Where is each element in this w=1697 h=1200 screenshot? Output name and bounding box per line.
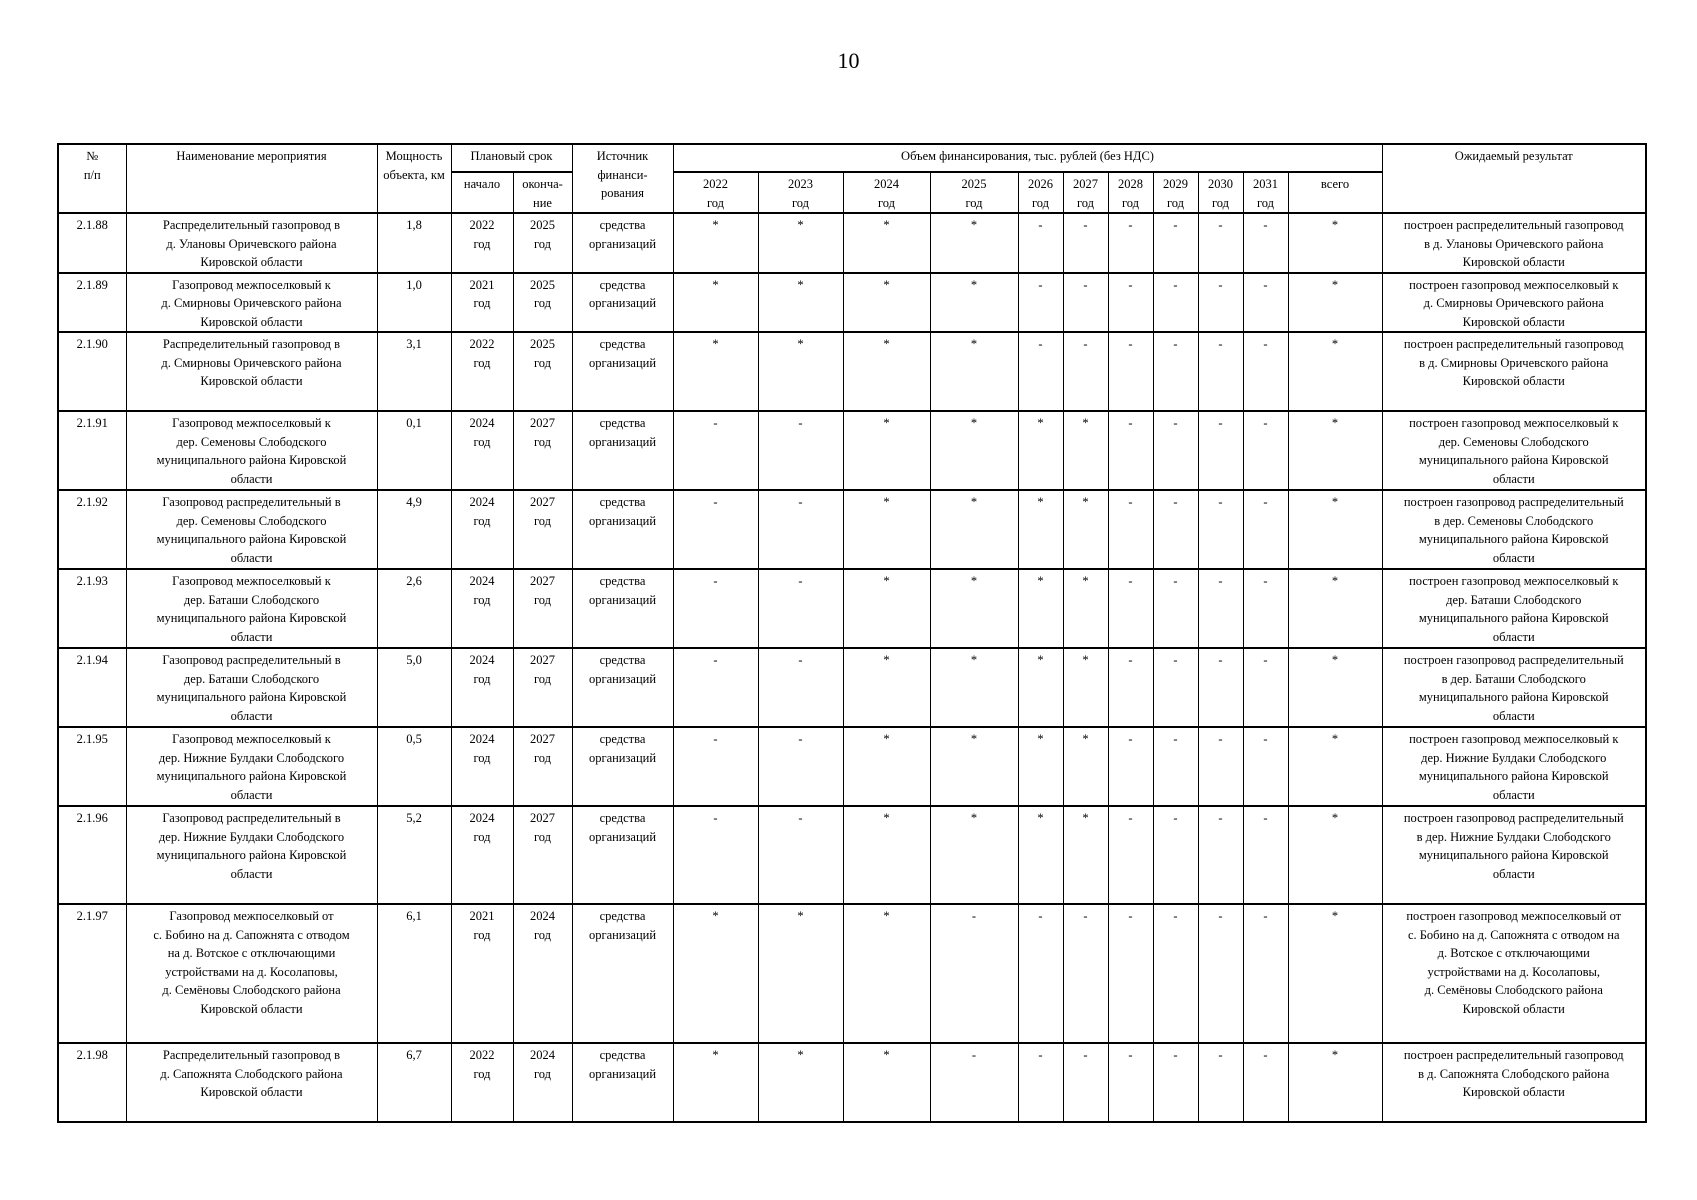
row-name: Распределительный газопровод в д. Улановы Оричевского района Кировской области <box>126 213 377 273</box>
row-result: построен газопровод распределительный в дер. Нижние Булдаки Слободского муниципального района Кировской области <box>1382 806 1646 904</box>
row-funding-year: - <box>1018 1043 1063 1122</box>
row-funding-year: - <box>1153 904 1198 1043</box>
row-start: 2021 год <box>451 273 513 333</box>
row-start: 2024 год <box>451 490 513 569</box>
header-end: оконча- ние <box>513 172 572 213</box>
row-capacity: 0,1 <box>377 411 451 490</box>
row-funding-year: - <box>1198 273 1243 333</box>
row-funding-year: - <box>673 411 758 490</box>
row-funding-year: - <box>1243 569 1288 648</box>
row-funding-year: - <box>1153 569 1198 648</box>
row-start: 2024 год <box>451 411 513 490</box>
row-funding-year: - <box>1108 727 1153 806</box>
row-total: * <box>1288 904 1382 1043</box>
table-row <box>58 648 1646 727</box>
row-funding-year: * <box>758 1043 843 1122</box>
row-funding-year: - <box>1108 569 1153 648</box>
row-funding-year: - <box>1198 1043 1243 1122</box>
row-funding-year: - <box>1243 904 1288 1043</box>
row-end: 2027 год <box>513 648 572 727</box>
row-funding-year: * <box>673 273 758 333</box>
header-total: всего <box>1288 172 1382 213</box>
row-number: 2.1.95 <box>58 727 126 806</box>
table-row <box>58 332 1646 411</box>
row-source: средства организаций <box>572 273 673 333</box>
row-funding-year: * <box>1063 411 1108 490</box>
row-number: 2.1.93 <box>58 569 126 648</box>
row-funding-year: * <box>930 648 1018 727</box>
row-source: средства организаций <box>572 1043 673 1122</box>
table-row <box>58 806 1646 904</box>
row-funding-year: - <box>1243 806 1288 904</box>
row-funding-year: - <box>1153 806 1198 904</box>
row-end: 2027 год <box>513 727 572 806</box>
row-funding-year: - <box>758 569 843 648</box>
row-source: средства организаций <box>572 727 673 806</box>
row-name: Газопровод межпоселковый от с. Бобино на д. Сапожнята с отводом на д. Вотское с отключающими устройствами на д. Косолаповы, д. Семёновы Слободского района Кировской области <box>126 904 377 1043</box>
header-year: 2022 год <box>673 172 758 213</box>
row-funding-year: * <box>673 1043 758 1122</box>
row-capacity: 6,1 <box>377 904 451 1043</box>
row-capacity: 5,2 <box>377 806 451 904</box>
row-name: Газопровод межпоселковый к дер. Нижние Булдаки Слободского муниципального района Кировской области <box>126 727 377 806</box>
row-funding-year: * <box>930 213 1018 273</box>
table-row <box>58 1043 1646 1122</box>
row-result: построен газопровод межпоселковый к дер. Нижние Булдаки Слободского муниципального района Кировской области <box>1382 727 1646 806</box>
row-source: средства организаций <box>572 332 673 411</box>
row-number: 2.1.96 <box>58 806 126 904</box>
row-name: Газопровод распределительный в дер. Баташи Слободского муниципального района Кировской области <box>126 648 377 727</box>
row-funding-year: - <box>1108 904 1153 1043</box>
row-name: Газопровод межпоселковый к дер. Семеновы Слободского муниципального района Кировской области <box>126 411 377 490</box>
row-start: 2022 год <box>451 213 513 273</box>
header-year: 2023 год <box>758 172 843 213</box>
row-result: построен газопровод межпоселковый к д. Смирновы Оричевского района Кировской области <box>1382 273 1646 333</box>
row-end: 2027 год <box>513 569 572 648</box>
row-funding-year: - <box>1063 332 1108 411</box>
row-funding-year: - <box>1243 273 1288 333</box>
row-end: 2027 год <box>513 490 572 569</box>
row-funding-year: * <box>1018 648 1063 727</box>
row-funding-year: - <box>1018 213 1063 273</box>
row-funding-year: - <box>1018 273 1063 333</box>
row-funding-year: - <box>758 727 843 806</box>
row-funding-year: * <box>1018 569 1063 648</box>
row-funding-year: - <box>1108 273 1153 333</box>
row-name: Распределительный газопровод в д. Смирновы Оричевского района Кировской области <box>126 332 377 411</box>
row-funding-year: * <box>843 273 930 333</box>
row-funding-year: * <box>930 806 1018 904</box>
row-funding-year: - <box>1018 332 1063 411</box>
row-funding-year: * <box>758 332 843 411</box>
row-total: * <box>1288 273 1382 333</box>
row-number: 2.1.90 <box>58 332 126 411</box>
row-funding-year: * <box>673 332 758 411</box>
row-capacity: 5,0 <box>377 648 451 727</box>
row-funding-year: - <box>758 490 843 569</box>
table-row <box>58 411 1646 490</box>
row-source: средства организаций <box>572 490 673 569</box>
header-start: начало <box>451 172 513 213</box>
row-funding-year: - <box>1198 727 1243 806</box>
row-funding-year: * <box>758 213 843 273</box>
row-start: 2022 год <box>451 1043 513 1122</box>
row-start: 2024 год <box>451 648 513 727</box>
row-source: средства организаций <box>572 904 673 1043</box>
row-number: 2.1.92 <box>58 490 126 569</box>
row-funding-year: - <box>1153 213 1198 273</box>
row-funding-year: - <box>1063 1043 1108 1122</box>
row-funding-year: - <box>930 1043 1018 1122</box>
row-name: Газопровод распределительный в дер. Нижние Булдаки Слободского муниципального района Кировской области <box>126 806 377 904</box>
row-funding-year: - <box>673 806 758 904</box>
row-funding-year: * <box>1063 490 1108 569</box>
table-row <box>58 727 1646 806</box>
row-funding-year: * <box>1018 806 1063 904</box>
row-source: средства организаций <box>572 806 673 904</box>
row-result: построен газопровод распределительный в дер. Баташи Слободского муниципального района Кировской области <box>1382 648 1646 727</box>
row-end: 2024 год <box>513 1043 572 1122</box>
row-capacity: 1,0 <box>377 273 451 333</box>
row-start: 2024 год <box>451 806 513 904</box>
row-funding-year: - <box>758 806 843 904</box>
row-funding-year: - <box>758 648 843 727</box>
row-funding-year: * <box>1018 490 1063 569</box>
row-funding-year: - <box>1063 904 1108 1043</box>
row-funding-year: * <box>930 727 1018 806</box>
row-total: * <box>1288 806 1382 904</box>
header-source: Источник финанси- рования <box>572 144 673 213</box>
row-total: * <box>1288 332 1382 411</box>
row-result: построен газопровод распределительный в дер. Семеновы Слободского муниципального района Кировской области <box>1382 490 1646 569</box>
header-year: 2029 год <box>1153 172 1198 213</box>
header-capacity: Мощность объекта, км <box>377 144 451 213</box>
row-funding-year: - <box>1198 648 1243 727</box>
row-start: 2024 год <box>451 727 513 806</box>
row-funding-year: - <box>930 904 1018 1043</box>
table-row <box>58 213 1646 273</box>
header-num: № п/п <box>58 144 126 213</box>
page-number: 10 <box>837 48 860 73</box>
row-capacity: 1,8 <box>377 213 451 273</box>
row-funding-year: - <box>1243 411 1288 490</box>
row-funding-year: * <box>843 411 930 490</box>
row-source: средства организаций <box>572 648 673 727</box>
row-funding-year: * <box>843 569 930 648</box>
row-funding-year: * <box>843 332 930 411</box>
funding-table <box>57 143 1647 1123</box>
row-funding-year: - <box>1153 411 1198 490</box>
table-row <box>58 273 1646 333</box>
row-funding-year: - <box>1018 904 1063 1043</box>
row-funding-year: * <box>930 273 1018 333</box>
row-funding-year: * <box>930 411 1018 490</box>
row-total: * <box>1288 213 1382 273</box>
row-name: Газопровод межпоселковый к д. Смирновы Оричевского района Кировской области <box>126 273 377 333</box>
row-funding-year: * <box>843 213 930 273</box>
row-funding-year: * <box>843 1043 930 1122</box>
row-funding-year: * <box>843 490 930 569</box>
row-source: средства организаций <box>572 569 673 648</box>
table-row <box>58 569 1646 648</box>
row-result: построен газопровод межпоселковый к дер. Семеновы Слободского муниципального района Кировской области <box>1382 411 1646 490</box>
row-source: средства организаций <box>572 213 673 273</box>
row-funding-year: * <box>930 569 1018 648</box>
header-year: 2030 год <box>1198 172 1243 213</box>
row-funding-year: * <box>758 273 843 333</box>
row-funding-year: - <box>1243 490 1288 569</box>
row-funding-year: - <box>1108 490 1153 569</box>
row-total: * <box>1288 569 1382 648</box>
row-funding-year: * <box>1018 411 1063 490</box>
row-source: средства организаций <box>572 411 673 490</box>
row-funding-year: * <box>1063 648 1108 727</box>
row-result: построен газопровод межпоселковый к дер. Баташи Слободского муниципального района Кировской области <box>1382 569 1646 648</box>
row-funding-year: - <box>1198 213 1243 273</box>
row-total: * <box>1288 490 1382 569</box>
row-name: Газопровод распределительный в дер. Семеновы Слободского муниципального района Кировской области <box>126 490 377 569</box>
row-number: 2.1.97 <box>58 904 126 1043</box>
row-capacity: 0,5 <box>377 727 451 806</box>
row-number: 2.1.89 <box>58 273 126 333</box>
table-body <box>58 213 1646 1122</box>
row-name: Распределительный газопровод в д. Сапожнята Слободского района Кировской области <box>126 1043 377 1122</box>
row-end: 2027 год <box>513 806 572 904</box>
row-number: 2.1.88 <box>58 213 126 273</box>
row-funding-year: * <box>843 806 930 904</box>
row-funding-year: * <box>1063 727 1108 806</box>
row-number: 2.1.98 <box>58 1043 126 1122</box>
header-year: 2025 год <box>930 172 1018 213</box>
row-funding-year: - <box>1108 411 1153 490</box>
row-funding-year: - <box>1198 490 1243 569</box>
row-funding-year: - <box>1153 727 1198 806</box>
row-funding-year: - <box>673 569 758 648</box>
row-funding-year: - <box>1108 213 1153 273</box>
table-row <box>58 490 1646 569</box>
row-funding-year: * <box>673 904 758 1043</box>
row-end: 2025 год <box>513 332 572 411</box>
row-funding-year: - <box>1243 1043 1288 1122</box>
row-funding-year: * <box>1063 806 1108 904</box>
row-funding-year: * <box>843 648 930 727</box>
row-funding-year: - <box>673 490 758 569</box>
row-funding-year: - <box>1243 648 1288 727</box>
row-funding-year: - <box>1198 806 1243 904</box>
row-funding-year: - <box>1108 648 1153 727</box>
row-funding-year: - <box>1198 904 1243 1043</box>
row-capacity: 6,7 <box>377 1043 451 1122</box>
row-result: построен распределительный газопровод в д. Улановы Оричевского района Кировской области <box>1382 213 1646 273</box>
table-row <box>58 904 1646 1043</box>
row-funding-year: * <box>758 904 843 1043</box>
row-start: 2021 год <box>451 904 513 1043</box>
row-funding-year: - <box>1153 648 1198 727</box>
row-funding-year: - <box>1198 411 1243 490</box>
row-total: * <box>1288 1043 1382 1122</box>
row-funding-year: - <box>1153 332 1198 411</box>
header-year: 2031 год <box>1243 172 1288 213</box>
row-funding-year: * <box>1063 569 1108 648</box>
header-year: 2027 год <box>1063 172 1108 213</box>
row-funding-year: - <box>1153 1043 1198 1122</box>
row-funding-year: - <box>1108 332 1153 411</box>
row-start: 2022 год <box>451 332 513 411</box>
header-year: 2024 год <box>843 172 930 213</box>
header-name: Наименование мероприятия <box>126 144 377 213</box>
row-funding-year: - <box>673 648 758 727</box>
row-total: * <box>1288 411 1382 490</box>
row-name: Газопровод межпоселковый к дер. Баташи Слободского муниципального района Кировской области <box>126 569 377 648</box>
row-funding-year: - <box>1063 213 1108 273</box>
row-capacity: 3,1 <box>377 332 451 411</box>
row-funding-year: - <box>1108 1043 1153 1122</box>
row-capacity: 4,9 <box>377 490 451 569</box>
row-funding-year: - <box>1243 332 1288 411</box>
row-total: * <box>1288 648 1382 727</box>
row-funding-year: - <box>1198 569 1243 648</box>
row-funding-year: * <box>930 490 1018 569</box>
row-funding-year: - <box>758 411 843 490</box>
row-total: * <box>1288 727 1382 806</box>
header-plan-term: Плановый срок <box>451 144 572 172</box>
header-year: 2026 год <box>1018 172 1063 213</box>
row-funding-year: - <box>673 727 758 806</box>
row-result: построен распределительный газопровод в д. Сапожнята Слободского района Кировской области <box>1382 1043 1646 1122</box>
row-result: построен газопровод межпоселковый от с. Бобино на д. Сапожнята с отводом на д. Вотское с отключающими устройствами на д. Косолаповы, д. Семёновы Слободского района Кировской области <box>1382 904 1646 1043</box>
header-result: Ожидаемый результат <box>1382 144 1646 213</box>
row-end: 2024 год <box>513 904 572 1043</box>
row-funding-year: - <box>1153 490 1198 569</box>
header-year: 2028 год <box>1108 172 1153 213</box>
row-number: 2.1.91 <box>58 411 126 490</box>
row-funding-year: - <box>1063 273 1108 333</box>
row-funding-year: * <box>930 332 1018 411</box>
row-end: 2027 год <box>513 411 572 490</box>
row-funding-year: - <box>1153 273 1198 333</box>
header-funding: Объем финансирования, тыс. рублей (без НДС) <box>673 144 1382 172</box>
row-funding-year: - <box>1198 332 1243 411</box>
row-funding-year: * <box>843 727 930 806</box>
row-funding-year: * <box>673 213 758 273</box>
row-funding-year: * <box>1018 727 1063 806</box>
row-result: построен распределительный газопровод в д. Смирновы Оричевского района Кировской области <box>1382 332 1646 411</box>
row-funding-year: * <box>843 904 930 1043</box>
row-end: 2025 год <box>513 273 572 333</box>
row-funding-year: - <box>1243 213 1288 273</box>
row-funding-year: - <box>1108 806 1153 904</box>
row-start: 2024 год <box>451 569 513 648</box>
row-number: 2.1.94 <box>58 648 126 727</box>
row-funding-year: - <box>1243 727 1288 806</box>
row-end: 2025 год <box>513 213 572 273</box>
row-capacity: 2,6 <box>377 569 451 648</box>
